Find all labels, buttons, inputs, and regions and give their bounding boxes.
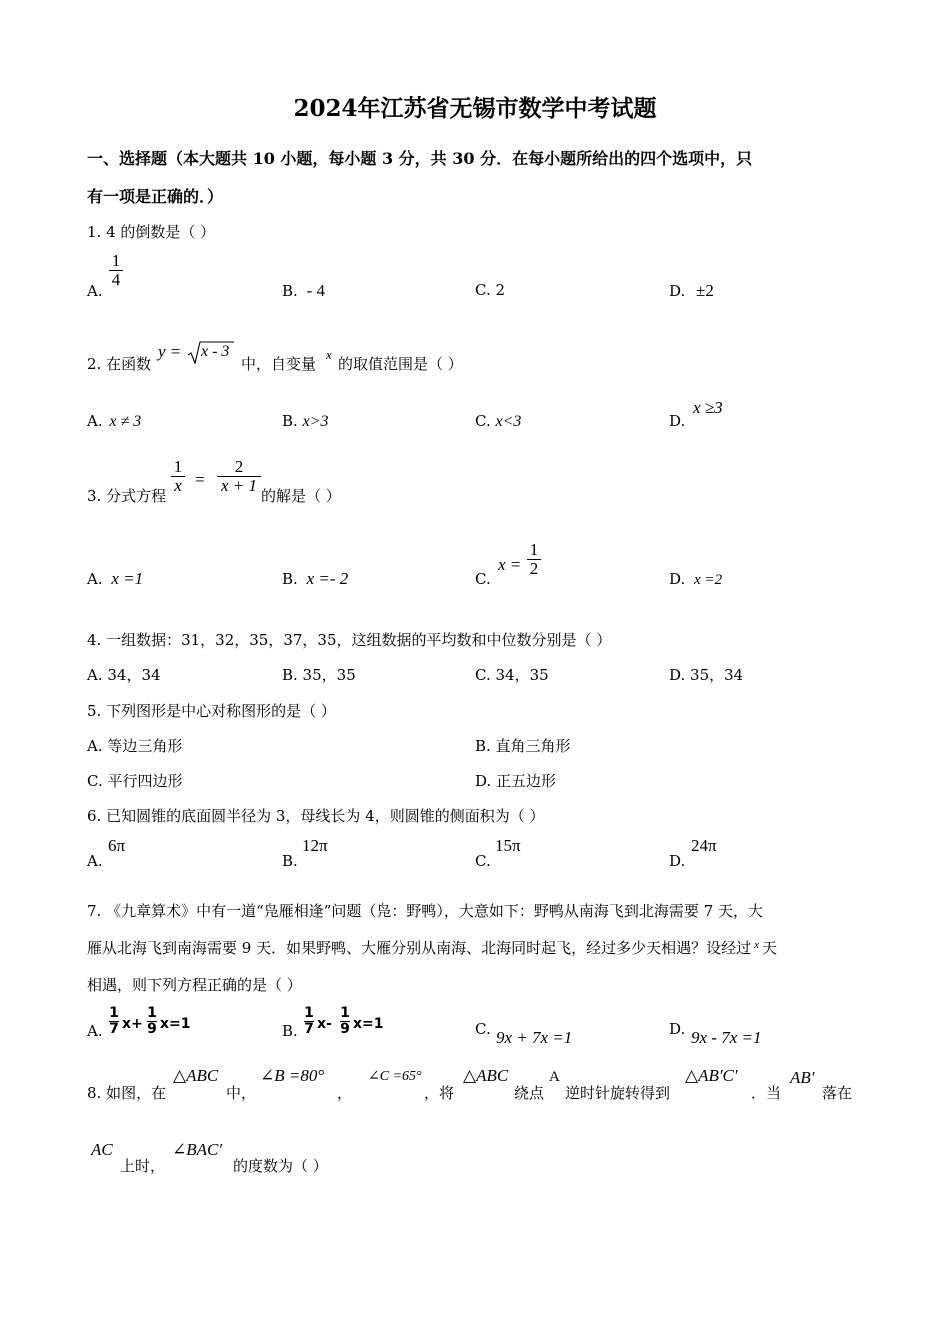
q7-b-den1: 7 bbox=[304, 1020, 314, 1037]
q3-c-label: C. bbox=[475, 570, 491, 588]
q2-variable: x bbox=[326, 347, 332, 362]
q6-d-value: 24π bbox=[691, 836, 717, 855]
q2-stem bbox=[87, 342, 887, 374]
q3-stem-pre: 3. 分式方程 bbox=[87, 487, 167, 505]
q7-line2-post: 天 bbox=[761, 939, 777, 957]
page-title: 2024年江苏省无锡市数学中考试题 bbox=[293, 95, 657, 122]
q4-option-b[interactable]: B. 35，35 bbox=[282, 666, 356, 684]
q8-text-jiang: ，将 bbox=[424, 1084, 455, 1102]
q1-option-d[interactable] bbox=[669, 281, 714, 301]
q3-c-numerator: 1 bbox=[529, 540, 539, 559]
q3-a-value: x =1 bbox=[111, 569, 144, 588]
q7-b-fraction1 bbox=[304, 1006, 314, 1036]
q3-c-prefix: x = bbox=[498, 555, 522, 574]
q8-angle-bac-prime: ∠BAC′ bbox=[172, 1140, 223, 1159]
q8-text-dushu: 的度数为（ ） bbox=[233, 1157, 328, 1175]
q3-option-b[interactable] bbox=[282, 569, 348, 589]
q3-stem bbox=[87, 458, 787, 510]
q2-b-label: B. bbox=[282, 412, 298, 430]
q2-b-value: x>3 bbox=[302, 413, 329, 430]
q7-b-den2: 9 bbox=[340, 1020, 350, 1037]
q3-stem-post: 的解是（ ） bbox=[261, 487, 341, 505]
q8-angle-c: ∠C =65° bbox=[368, 1069, 422, 1084]
q7-option-a[interactable] bbox=[87, 1006, 247, 1048]
q4-stem: 4. 一组数据：31，32，35，37，35，这组数据的平均数和中位数分别是（ ） bbox=[87, 631, 612, 649]
q3-option-a[interactable] bbox=[87, 569, 143, 589]
q2-a-label: A. bbox=[87, 412, 103, 430]
q8-text-shangshi: 上时， bbox=[120, 1157, 166, 1175]
q2-c-label: C. bbox=[475, 412, 491, 430]
q6-b-value: 12π bbox=[302, 836, 328, 855]
q7-b-mid: x- bbox=[317, 1016, 332, 1032]
q8-triangle-abc-2: △ABC bbox=[463, 1066, 509, 1085]
q8-text-raodian: 绕点 bbox=[514, 1084, 545, 1102]
q3-a-label: A. bbox=[87, 570, 103, 588]
q8-triangle-image: △AB′C′ bbox=[685, 1066, 738, 1085]
q7-line3: 相遇，则下列方程正确的是（ ） bbox=[87, 976, 302, 994]
q7-variable: x bbox=[754, 939, 759, 951]
q3-rhs-denominator: x + 1 bbox=[220, 475, 258, 495]
q2-d-label: D. bbox=[669, 412, 686, 430]
q7-d-label: D. bbox=[669, 1020, 686, 1038]
q2-stem-pre: 2. 在函数 bbox=[87, 355, 152, 373]
q6-b-label: B. bbox=[282, 852, 298, 870]
q8-text-luozai: 落在 bbox=[822, 1084, 853, 1102]
q3-option-d[interactable] bbox=[669, 570, 722, 589]
q3-c-fraction bbox=[527, 541, 541, 578]
q2-option-a[interactable] bbox=[87, 412, 141, 431]
q3-option-c[interactable] bbox=[475, 541, 595, 591]
q3-b-label: B. bbox=[282, 570, 298, 588]
q1-a-denominator: 4 bbox=[111, 269, 121, 289]
q8-segment-ab-prime: AB′ bbox=[790, 1068, 815, 1087]
q7-option-d[interactable] bbox=[669, 1014, 829, 1050]
q8-point-a: A bbox=[549, 1069, 560, 1085]
q3-d-label: D. bbox=[669, 570, 686, 588]
q4-option-a[interactable]: A. 34，34 bbox=[87, 666, 161, 684]
q3-rhs-numerator: 2 bbox=[234, 457, 244, 476]
q7-a-mid: x+ bbox=[122, 1016, 143, 1032]
q5-option-d[interactable]: D. 正五边形 bbox=[475, 772, 557, 790]
q1-option-c[interactable]: C. 2 bbox=[475, 281, 506, 299]
q7-b-fraction2 bbox=[340, 1006, 350, 1036]
q3-rhs-fraction bbox=[217, 458, 261, 495]
q6-d-label: D. bbox=[669, 852, 686, 870]
q1-stem: 1. 4 的倒数是（ ） bbox=[87, 223, 216, 241]
q2-radicand: x - 3 bbox=[201, 343, 230, 360]
q2-stem-mid: 中，自变量 bbox=[241, 355, 317, 373]
q7-b-end: x=1 bbox=[353, 1016, 384, 1032]
q4-option-c[interactable]: C. 34，35 bbox=[475, 666, 549, 684]
q7-a-fraction1 bbox=[109, 1006, 119, 1036]
q2-option-d[interactable] bbox=[669, 398, 769, 434]
q2-d-value: x ≥3 bbox=[693, 398, 723, 417]
q3-equals: = bbox=[195, 470, 205, 489]
q6-c-label: C. bbox=[475, 852, 491, 870]
q5-option-b[interactable]: B. 直角三角形 bbox=[475, 737, 571, 755]
q8-angle-b: ∠B =80° bbox=[260, 1066, 325, 1085]
q5-option-c[interactable]: C. 平行四边形 bbox=[87, 772, 183, 790]
q5-option-a[interactable]: A. 等边三角形 bbox=[87, 737, 183, 755]
q2-option-c[interactable] bbox=[475, 412, 521, 431]
q8-comma: ， bbox=[337, 1084, 353, 1102]
q3-c-denominator: 2 bbox=[529, 558, 539, 578]
q8-stem-pre: 8. 如图，在 bbox=[87, 1084, 167, 1102]
q6-a-value: 6π bbox=[108, 836, 126, 855]
q1-b-value: - 4 bbox=[306, 281, 325, 300]
q8-triangle-abc: △ABC bbox=[173, 1066, 219, 1085]
q7-a-fraction2 bbox=[147, 1006, 157, 1036]
q3-lhs-denominator: x bbox=[174, 475, 182, 495]
q1-a-label: A. bbox=[87, 282, 103, 300]
q1-d-value: ±2 bbox=[696, 281, 714, 300]
q1-b-label: B. bbox=[282, 282, 298, 300]
q7-option-b[interactable] bbox=[282, 1006, 442, 1048]
q6-c-value: 15π bbox=[495, 836, 521, 855]
q1-option-b[interactable] bbox=[282, 281, 325, 301]
q7-a-num1: 1 bbox=[109, 1005, 119, 1021]
q7-b-label: B. bbox=[282, 1022, 298, 1040]
q1-d-label: D. bbox=[669, 282, 686, 300]
q8-text-dang: ．当 bbox=[751, 1084, 782, 1102]
q7-b-num1: 1 bbox=[304, 1005, 314, 1021]
q3-b-value: x =- 2 bbox=[306, 569, 349, 588]
q7-a-den2: 9 bbox=[147, 1020, 157, 1037]
q7-a-label: A. bbox=[87, 1022, 103, 1040]
q7-d-value: 9x - 7x =1 bbox=[691, 1028, 762, 1047]
q7-line2 bbox=[87, 937, 777, 958]
q8-text-rotate: 逆时针旋转得到 bbox=[565, 1084, 671, 1102]
section-heading-line1: 一、选择题（本大题共 10 小题，每小题 3 分，共 30 分．在每小题所给出的四个选项中，只 bbox=[87, 149, 753, 168]
q6-stem: 6. 已知圆锥的底面圆半径为 3，母线长为 4，则圆锥的侧面积为（ ） bbox=[87, 807, 545, 825]
q2-a-value: x ≠ 3 bbox=[109, 413, 142, 430]
q6-a-label: A. bbox=[87, 852, 103, 870]
q7-a-num2: 1 bbox=[147, 1005, 157, 1021]
q7-c-label: C. bbox=[475, 1020, 491, 1038]
q7-a-den1: 7 bbox=[109, 1020, 119, 1037]
q8-text-zhong: 中， bbox=[226, 1084, 257, 1102]
q6-option-a[interactable] bbox=[87, 836, 207, 872]
section-heading-line2: 有一项是正确的．） bbox=[87, 187, 224, 206]
q2-stem-post: 的取值范围是（ ） bbox=[338, 355, 463, 373]
q5-stem: 5. 下列图形是中心对称图形的是（ ） bbox=[87, 702, 336, 720]
q2-c-value: x<3 bbox=[495, 413, 522, 430]
q3-lhs-numerator: 1 bbox=[173, 457, 183, 476]
q7-c-value: 9x + 7x =1 bbox=[496, 1028, 573, 1047]
q8-stem bbox=[87, 1064, 867, 1104]
q6-option-b[interactable] bbox=[282, 836, 402, 872]
q8-segment-ac: AC bbox=[91, 1140, 113, 1159]
q7-line1: 7. 《九章算术》中有一道“凫雁相逢”问题（凫：野鸭），大意如下：野鸭从南海飞到北海需要 7 天，大 bbox=[87, 902, 764, 920]
q8-line2 bbox=[87, 1138, 487, 1178]
q3-lhs-fraction bbox=[171, 458, 185, 495]
q2-option-b[interactable] bbox=[282, 412, 328, 431]
q2-function-lhs: y = bbox=[158, 342, 182, 361]
q4-option-d[interactable]: D. 35，34 bbox=[669, 666, 744, 684]
q6-option-c[interactable] bbox=[475, 836, 595, 872]
q7-line2-pre: 雁从北海飞到南海需要 9 天．如果野鸭、大雁分别从南海、北海同时起飞，经过多少天相遇？设经过 bbox=[87, 939, 752, 957]
q1-a-fraction bbox=[109, 252, 123, 289]
q7-a-end: x=1 bbox=[160, 1016, 191, 1032]
q3-d-value: x =2 bbox=[694, 572, 723, 588]
q7-option-c[interactable] bbox=[475, 1014, 635, 1050]
q6-option-d[interactable] bbox=[669, 836, 789, 872]
q7-b-num2: 1 bbox=[340, 1005, 350, 1021]
q1-a-numerator: 1 bbox=[111, 251, 121, 270]
